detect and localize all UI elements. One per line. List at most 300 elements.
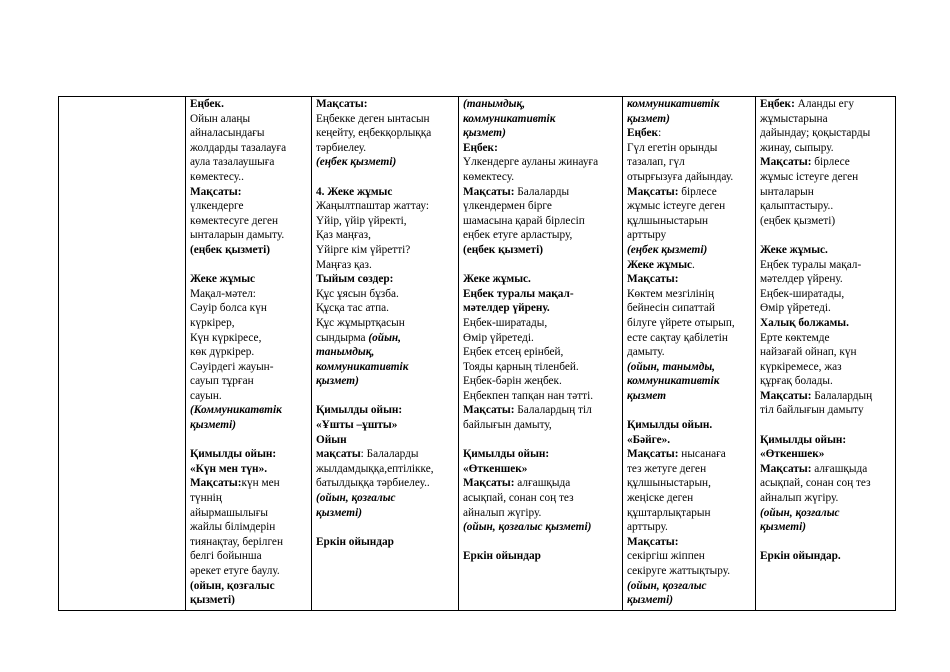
text-line	[190, 170, 308, 185]
text-run: мәтелдер үйрену.	[463, 302, 550, 315]
text-line	[760, 462, 892, 477]
text-line	[627, 258, 752, 273]
text-run: дамыту.	[627, 346, 665, 359]
text-line	[627, 389, 752, 404]
text-run: еңбек етуге арластыру,	[463, 229, 573, 242]
text-run: (ойын, қозғалыс қызметі)	[463, 521, 592, 534]
text-run: (еңбек қызметі)	[463, 243, 543, 256]
text-line	[190, 272, 308, 287]
text-run: Сәуірдегі жауын-	[190, 360, 274, 373]
text-line	[190, 462, 308, 477]
text-run: түннің	[190, 492, 222, 505]
text-line	[463, 126, 619, 141]
text-line	[760, 228, 892, 243]
text-run: Еңбек туралы мақал-	[463, 287, 574, 300]
text-run: жолдарды тазалауға	[190, 141, 287, 154]
text-line	[316, 141, 455, 156]
text-run: қалыптастыру..	[760, 200, 834, 213]
plan-table	[58, 96, 896, 611]
text-run: 4. Жеке жұмыс	[316, 185, 393, 198]
text-line	[760, 389, 892, 404]
text-run: тез жетуге деген	[627, 462, 707, 475]
text-line	[463, 272, 619, 287]
text-run: ынталарын	[760, 185, 814, 198]
text-line	[316, 301, 455, 316]
text-line	[463, 316, 619, 331]
text-run: қызмет	[627, 389, 667, 402]
text-line	[463, 447, 619, 462]
text-line	[316, 155, 455, 170]
text-run: Қаз маңғаз,	[316, 229, 371, 242]
text-line	[190, 564, 308, 579]
text-run: Үйірге кім үйретті?	[316, 243, 411, 256]
text-line	[627, 564, 752, 579]
text-line	[316, 243, 455, 258]
text-line	[627, 185, 752, 200]
text-line	[760, 170, 892, 185]
text-run: (ойын, қозғалыс	[190, 579, 275, 592]
text-run: Мақсаты:	[760, 156, 812, 169]
text-run: Балалардың тіл	[514, 404, 592, 417]
text-line	[316, 462, 455, 477]
text-run: жұмыстарына	[760, 112, 828, 125]
text-line	[463, 403, 619, 418]
text-run: Балалардың	[811, 389, 873, 402]
text-run: Мақсаты:	[627, 273, 679, 286]
text-line	[760, 126, 892, 141]
text-run: Ойын алаңы	[190, 112, 251, 125]
text-run: күн мен	[241, 477, 280, 490]
text-run: Балаларды	[514, 185, 570, 198]
text-line	[190, 403, 308, 418]
text-run: бірлесе	[811, 156, 850, 169]
text-line	[463, 535, 619, 550]
text-line	[190, 258, 308, 273]
text-line	[190, 155, 308, 170]
text-line	[760, 258, 892, 273]
table-row	[59, 97, 896, 611]
text-run: жинау, сыпыру.	[760, 141, 834, 154]
text-line	[463, 389, 619, 404]
text-run: Қимылды ойын:	[316, 404, 403, 417]
text-line	[760, 447, 892, 462]
text-run: Ойын	[316, 433, 347, 446]
text-line	[463, 258, 619, 273]
text-line	[627, 316, 752, 331]
text-line	[760, 272, 892, 287]
text-run: найзағай ойнап, күн	[760, 346, 857, 359]
text-run: ынталарын дамыту.	[190, 229, 285, 242]
text-line	[190, 228, 308, 243]
text-run: Еңбек	[627, 127, 659, 140]
text-line	[190, 360, 308, 375]
text-run: асықпай, сонан соң тез	[463, 492, 574, 505]
text-run: сындырма	[316, 331, 369, 344]
text-run: айналып жүгіру.	[463, 506, 542, 519]
text-line	[463, 155, 619, 170]
text-line	[190, 374, 308, 389]
text-line	[190, 126, 308, 141]
text-run: Ерте көктемде	[760, 331, 830, 344]
text-run: отырғызуға дайындау.	[627, 170, 734, 183]
text-run: Еңбек етсең ерінбей,	[463, 346, 564, 359]
text-run: үлкендерге	[190, 200, 244, 213]
text-run: Құс ұясын бұзба.	[316, 287, 399, 300]
text-line	[316, 170, 455, 185]
text-line	[190, 579, 308, 594]
text-line	[760, 520, 892, 535]
text-run: Мақсаты:	[463, 477, 515, 490]
text-run: сауып тұрған	[190, 375, 254, 388]
text-line	[760, 316, 892, 331]
text-line	[316, 506, 455, 521]
text-run: көмектесу.	[463, 170, 515, 183]
text-run: Еңбекпен тапқан нан тәтті.	[463, 389, 594, 402]
column-5-thursday	[623, 97, 756, 611]
text-line	[463, 170, 619, 185]
text-run: есте сақтау қабілетін	[627, 331, 728, 344]
text-line	[627, 228, 752, 243]
text-line	[190, 506, 308, 521]
text-line	[627, 579, 752, 594]
text-line	[627, 112, 752, 127]
text-line	[190, 593, 308, 608]
text-run: Жеке жұмыс.	[760, 243, 828, 256]
text-line	[463, 199, 619, 214]
text-run: Мақсаты:	[760, 462, 812, 475]
text-line	[316, 287, 455, 302]
text-line	[463, 345, 619, 360]
text-run: Жаңылтпаштар жаттау:	[316, 200, 430, 213]
text-run: қызметі)	[627, 594, 673, 607]
text-line	[627, 549, 752, 564]
text-run: көмектесуге деген	[190, 214, 279, 227]
text-line	[190, 520, 308, 535]
text-line	[463, 97, 619, 112]
text-line	[463, 287, 619, 302]
text-line	[316, 272, 455, 287]
text-line	[760, 491, 892, 506]
text-run: айналып жүгіру.	[760, 492, 839, 505]
text-run: әрекет етуге баулу.	[190, 565, 280, 577]
text-line	[463, 141, 619, 156]
text-run: Тыйым сөздер:	[316, 273, 394, 286]
text-line	[190, 447, 308, 462]
text-line	[316, 433, 455, 448]
text-run: құлшыныстарын	[627, 214, 709, 227]
text-line	[190, 549, 308, 564]
text-line	[760, 301, 892, 316]
text-line	[190, 389, 308, 404]
text-run: Еңбек:	[463, 141, 498, 154]
column-4-wednesday	[459, 97, 623, 611]
text-line	[316, 228, 455, 243]
text-line	[463, 491, 619, 506]
text-run: Мақал-мәтел:	[190, 287, 256, 300]
text-run: Еңбек туралы мақал-	[760, 258, 862, 271]
text-run: мәтелдер үйрену.	[760, 273, 843, 286]
text-run: Мақсаты:	[190, 185, 242, 198]
text-line	[316, 112, 455, 127]
text-run: құштарлықтарын	[627, 506, 711, 519]
text-run: алғашқыда	[514, 477, 571, 490]
text-run: Еңбек.	[190, 98, 224, 110]
text-run: қызмет)	[627, 112, 670, 125]
text-run: тазалап, гүл	[627, 156, 685, 169]
text-line	[316, 403, 455, 418]
text-line	[627, 97, 752, 112]
text-run: шамасына қарай бірлесіп	[463, 214, 585, 227]
text-line	[316, 535, 455, 550]
text-run: тәрбиелеу.	[316, 141, 367, 154]
text-run: «Өткеншек»	[760, 448, 825, 461]
text-run: Еңбекке деген ынтасын	[316, 112, 430, 125]
text-run: (ойын, танымды,	[627, 360, 716, 373]
text-run: жылдамдыққа,ептілікке,	[316, 462, 434, 475]
text-run: жайлы білімдерін	[190, 521, 276, 534]
column-2-monday	[186, 97, 312, 611]
text-run: Мақсаты:	[627, 185, 679, 198]
text-run: бірлесе	[678, 185, 717, 198]
text-line	[760, 433, 892, 448]
text-run: қызметі)	[190, 594, 235, 607]
text-line	[627, 418, 752, 433]
text-line	[463, 418, 619, 433]
text-run: Қимылды ойын:	[190, 448, 277, 461]
text-line	[627, 476, 752, 491]
text-run: Еңбек-бәрін жеңбек.	[463, 375, 562, 388]
text-line	[627, 243, 752, 258]
text-line	[760, 374, 892, 389]
text-line	[190, 345, 308, 360]
text-run: Мақсаты:	[463, 185, 515, 198]
text-run: Сәуір болса күн	[190, 302, 267, 315]
text-line	[190, 112, 308, 127]
text-line	[760, 476, 892, 491]
text-run: «Бәйге».	[627, 433, 671, 446]
text-run: Үлкендерге ауланы жинауға	[463, 156, 599, 169]
text-run: .	[692, 258, 695, 271]
text-run: жұмыс істеуге деген	[760, 170, 859, 183]
text-line	[190, 287, 308, 302]
text-run: Мақсаты:	[627, 448, 679, 461]
text-line	[190, 97, 308, 112]
text-run: жеңіске деген	[627, 492, 694, 505]
text-run: «Ұшты –ұшты»	[316, 419, 398, 432]
text-run: қызметі)	[316, 506, 362, 519]
text-run: Қимылды ойын:	[463, 448, 550, 461]
text-line	[316, 345, 455, 360]
text-line	[760, 141, 892, 156]
text-line	[190, 141, 308, 156]
text-run: қызметі)	[760, 521, 806, 534]
text-run: «Күн мен түн».	[190, 462, 268, 475]
text-line	[463, 374, 619, 389]
text-line	[627, 287, 752, 302]
text-run: (танымдық,	[463, 98, 526, 110]
text-line	[463, 185, 619, 200]
text-line	[463, 214, 619, 229]
text-run: коммуникативтік	[316, 360, 409, 373]
text-run: нысанаға	[678, 448, 726, 461]
text-line	[316, 418, 455, 433]
text-run: көмектесу..	[190, 170, 244, 183]
text-line	[316, 258, 455, 273]
text-run: қызметі)	[190, 419, 236, 432]
text-line	[190, 535, 308, 550]
text-run: Үйір, үйір үйректі,	[316, 214, 407, 227]
text-run: коммуникативтік	[463, 112, 556, 125]
text-run: мақсаты	[316, 448, 361, 461]
text-line	[463, 360, 619, 375]
text-line	[627, 301, 752, 316]
text-run: :	[658, 127, 662, 140]
text-line	[463, 462, 619, 477]
text-line	[627, 535, 752, 550]
text-line	[190, 301, 308, 316]
text-line	[627, 520, 752, 535]
text-run: кеңейту, еңбекқорлыққа	[316, 127, 432, 140]
text-run: құлшыныстарын,	[627, 477, 711, 490]
text-line	[463, 520, 619, 535]
text-line	[760, 331, 892, 346]
text-run: аула тазалаушыға	[190, 156, 275, 169]
column-3-tuesday	[312, 97, 459, 611]
text-line	[627, 345, 752, 360]
text-line	[316, 331, 455, 346]
text-run: дайындау; қоқыстарды	[760, 127, 871, 140]
text-run: алғашқыда	[811, 462, 868, 475]
text-line	[627, 214, 752, 229]
text-run: Жеке жұмыс	[190, 273, 256, 286]
column-6-friday	[756, 97, 896, 611]
text-run: Өмір үйретеді.	[760, 302, 831, 315]
text-line	[190, 243, 308, 258]
text-run: қызмет)	[316, 375, 359, 388]
text-run: байлығын дамыту,	[463, 419, 552, 432]
text-line	[627, 272, 752, 287]
text-line	[463, 549, 619, 564]
text-run: Өмір үйретеді.	[463, 331, 534, 344]
text-run: «Өткеншек»	[463, 462, 528, 475]
text-run: тіл байлығын дамыту	[760, 404, 864, 417]
text-run: (еңбек қызметі)	[190, 243, 270, 256]
text-line	[463, 331, 619, 346]
text-line	[463, 228, 619, 243]
text-run: секіруге жаттықтыру.	[627, 565, 731, 577]
text-line	[627, 170, 752, 185]
text-line	[316, 374, 455, 389]
text-line	[760, 185, 892, 200]
text-line	[760, 199, 892, 214]
text-line	[760, 549, 892, 564]
text-run: Қимылды ойын:	[760, 433, 847, 446]
text-run: батылдыққа тәрбиелеу..	[316, 477, 430, 490]
text-line	[760, 345, 892, 360]
text-run: коммуникативтік	[627, 375, 720, 388]
text-run: білуге үйрете отырып,	[627, 316, 735, 329]
text-run: қызмет)	[463, 127, 506, 140]
text-run: (еңбек қызметі)	[627, 243, 708, 256]
text-run: (ойын, қозғалыс	[760, 506, 840, 519]
text-line	[760, 418, 892, 433]
text-line	[627, 126, 752, 141]
text-line	[760, 214, 892, 229]
text-line	[316, 185, 455, 200]
text-run: Құсқа тас атпа.	[316, 302, 389, 315]
text-line	[190, 433, 308, 448]
text-line	[316, 360, 455, 375]
text-line	[316, 476, 455, 491]
text-line	[316, 126, 455, 141]
text-line	[627, 447, 752, 462]
text-run: Мақсаты:	[463, 404, 515, 417]
text-line	[316, 520, 455, 535]
text-run: сауын.	[190, 389, 222, 402]
text-line	[627, 155, 752, 170]
text-line	[463, 476, 619, 491]
text-line	[463, 112, 619, 127]
text-line	[316, 199, 455, 214]
text-line	[760, 97, 892, 112]
text-line	[316, 214, 455, 229]
text-line	[627, 374, 752, 389]
text-run: секіргіш жіппен	[627, 550, 705, 563]
text-run: Еңбек:	[760, 98, 795, 110]
text-line	[627, 593, 752, 608]
text-run: Еркін ойындар.	[760, 550, 841, 563]
text-line	[760, 360, 892, 375]
text-line	[760, 243, 892, 258]
text-run: күркірер,	[190, 316, 235, 329]
text-line	[627, 433, 752, 448]
text-line	[190, 331, 308, 346]
text-run: бейнесін сипаттай	[627, 302, 715, 315]
text-line	[463, 301, 619, 316]
text-run: арттыру	[627, 229, 667, 242]
text-line	[463, 506, 619, 521]
text-run: тиянақтау, берілген	[190, 535, 283, 548]
text-run: Тояды қарның тіленбей.	[463, 360, 579, 373]
text-line	[316, 447, 455, 462]
text-line	[190, 214, 308, 229]
text-line	[627, 506, 752, 521]
text-run: асықпай, сонан соң тез	[760, 477, 871, 490]
text-run: Көктем мезгілінің	[627, 287, 714, 300]
text-run: арттыру.	[627, 521, 668, 534]
text-run: Еркін ойындар	[316, 535, 394, 548]
text-run: (еңбек қызметі)	[316, 156, 397, 169]
text-line	[316, 316, 455, 331]
text-run: танымдық,	[316, 346, 375, 359]
text-run: айырмашылығы	[190, 506, 268, 519]
text-line	[463, 243, 619, 258]
text-run: Мақсаты:	[316, 98, 368, 110]
text-run: коммуникативтік	[627, 98, 720, 110]
column-1-empty	[59, 97, 186, 611]
text-line	[190, 185, 308, 200]
text-run: Маңғаз қаз.	[316, 258, 372, 271]
text-line	[627, 360, 752, 375]
text-line	[627, 331, 752, 346]
text-line	[463, 433, 619, 448]
text-run: Халық болжамы.	[760, 316, 849, 329]
text-run: Құс жұмыртқасын	[316, 316, 405, 329]
text-line	[316, 389, 455, 404]
text-line	[760, 112, 892, 127]
text-run: жұмыс істеуге деген	[627, 200, 726, 213]
text-run: айналасындағы	[190, 127, 265, 140]
